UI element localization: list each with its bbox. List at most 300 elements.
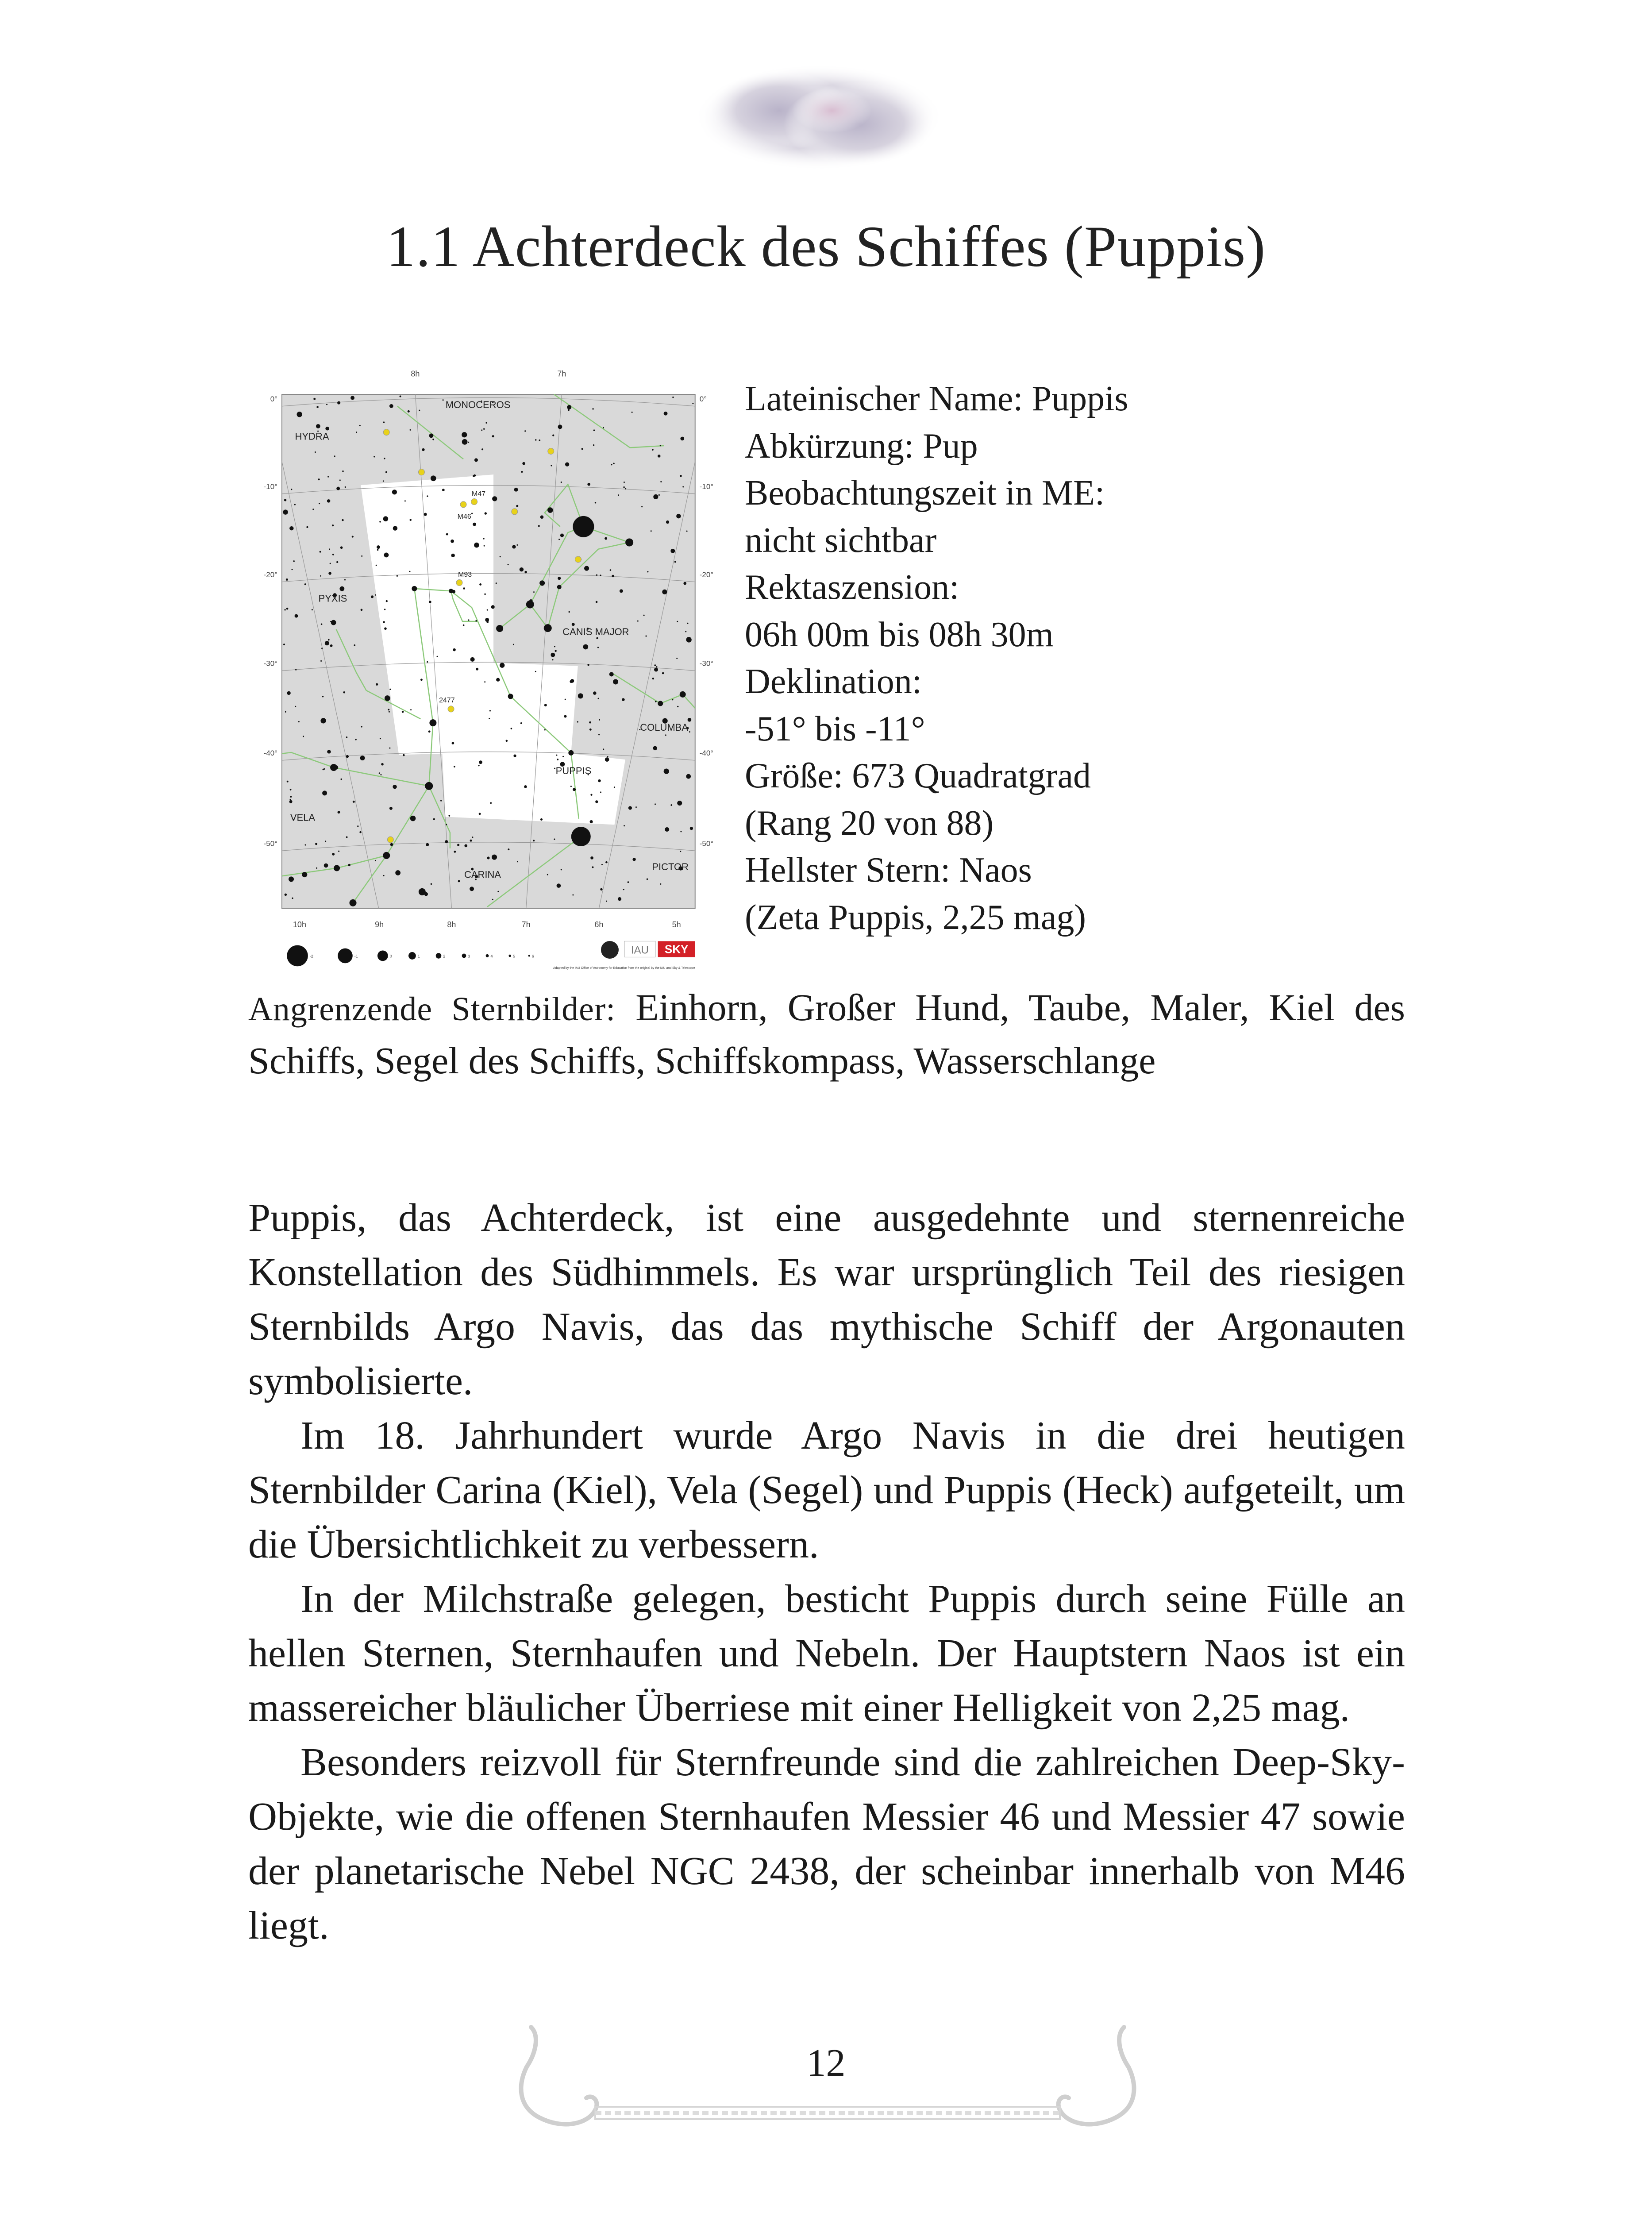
star xyxy=(620,589,623,593)
star xyxy=(446,533,448,536)
star xyxy=(506,740,508,742)
star xyxy=(485,512,487,514)
dec-label: -10° xyxy=(699,482,714,491)
neighbors-label: Angrenzende Sternbilder: xyxy=(248,991,616,1028)
star xyxy=(287,781,289,783)
star xyxy=(552,659,553,660)
star xyxy=(598,779,601,782)
star xyxy=(292,569,293,570)
star xyxy=(680,475,682,477)
star xyxy=(557,759,558,760)
star xyxy=(313,398,316,400)
star xyxy=(656,666,657,667)
star xyxy=(492,435,494,437)
constellation-label: CANIS MAJOR xyxy=(562,626,629,638)
star xyxy=(676,658,678,659)
star xyxy=(596,601,598,603)
star xyxy=(618,897,621,901)
star xyxy=(683,582,686,585)
star xyxy=(424,513,427,516)
constellation-label: PUPPIS xyxy=(555,765,592,777)
star xyxy=(404,500,406,501)
star xyxy=(345,486,346,488)
star xyxy=(287,691,290,695)
star xyxy=(517,861,518,862)
star xyxy=(487,856,489,859)
star xyxy=(589,820,593,823)
star xyxy=(319,503,320,504)
star xyxy=(584,566,589,571)
star xyxy=(392,490,397,494)
star xyxy=(380,738,381,739)
star xyxy=(340,546,343,549)
star xyxy=(500,663,504,667)
magnitude-legend-dot xyxy=(486,954,489,957)
page-number: 12 xyxy=(806,2042,846,2085)
star xyxy=(538,525,540,527)
star xyxy=(592,866,594,868)
star xyxy=(426,843,429,846)
star xyxy=(554,839,555,840)
star xyxy=(672,699,673,700)
star-cluster xyxy=(460,501,466,508)
star xyxy=(331,620,336,625)
star-cluster xyxy=(471,499,478,505)
chart-credit: Adapted by the IAU Office of Astronomy for Education from the original by the IAU and Sky & Telescope xyxy=(553,966,695,970)
bright-star xyxy=(334,865,340,871)
star xyxy=(623,889,624,890)
star xyxy=(389,748,390,749)
star xyxy=(544,704,547,706)
star xyxy=(567,405,571,409)
fact-line: -51° bis -11° xyxy=(745,709,925,748)
star xyxy=(293,560,294,562)
bright-star xyxy=(508,694,513,699)
fact-line: Deklination: xyxy=(745,662,922,701)
star xyxy=(298,721,300,722)
star xyxy=(680,851,681,852)
star xyxy=(533,840,535,841)
bright-star xyxy=(544,624,552,632)
star xyxy=(433,818,435,820)
star xyxy=(492,899,493,900)
star xyxy=(295,706,296,707)
star xyxy=(614,787,615,788)
star xyxy=(327,750,331,753)
star xyxy=(570,680,572,683)
fact-line: Größe: 673 Quadratgrad xyxy=(745,756,1091,795)
dec-label: -30° xyxy=(263,659,277,668)
star xyxy=(512,545,516,548)
star xyxy=(540,515,544,519)
star xyxy=(437,656,438,657)
star xyxy=(451,554,454,557)
star xyxy=(658,494,660,496)
star xyxy=(384,553,389,558)
star xyxy=(429,433,434,438)
star xyxy=(478,765,479,766)
oae-logo xyxy=(601,941,619,959)
star xyxy=(283,644,285,645)
star xyxy=(660,445,661,446)
star xyxy=(653,746,657,751)
star xyxy=(643,615,645,616)
star xyxy=(336,561,338,563)
star xyxy=(689,731,690,733)
star xyxy=(304,583,306,585)
dec-label: 0° xyxy=(699,395,707,404)
star xyxy=(381,763,384,766)
star xyxy=(535,439,536,440)
star xyxy=(677,706,678,707)
star xyxy=(386,600,388,602)
star xyxy=(593,429,595,431)
star xyxy=(346,736,347,738)
constellation-facts xyxy=(745,375,1128,941)
star xyxy=(561,869,562,870)
bright-star xyxy=(571,827,591,846)
star xyxy=(432,439,434,440)
star xyxy=(427,661,428,663)
star xyxy=(589,729,592,731)
star xyxy=(356,432,357,433)
star xyxy=(492,496,497,501)
star xyxy=(687,623,688,624)
star xyxy=(346,755,349,758)
star xyxy=(315,843,317,845)
star xyxy=(660,481,662,482)
star xyxy=(452,742,454,744)
star xyxy=(664,768,669,774)
iau-logo-text: IAU xyxy=(631,944,649,956)
star xyxy=(348,864,350,866)
star xyxy=(470,887,474,891)
star-cluster xyxy=(387,837,393,843)
bright-star xyxy=(412,586,417,591)
star xyxy=(431,475,436,481)
star-cluster xyxy=(575,556,581,563)
star xyxy=(295,614,298,618)
star xyxy=(315,451,316,453)
magnitude-legend-dot xyxy=(287,945,308,967)
paragraph: Besonders reizvoll für Sternfreunde sind die zahlreichen Deep-Sky-Objekte, wie die offenen Sternhaufen Messier 46 und Messier 47 sowie der planetarische Nebel NGC 2438, der scheinbar innerhalb von M46 liegt. xyxy=(248,1740,1405,1947)
star xyxy=(513,644,514,645)
star xyxy=(670,549,675,553)
star xyxy=(400,396,401,397)
star xyxy=(613,679,618,685)
constellation-label: PYXIS xyxy=(318,593,347,604)
star xyxy=(596,637,598,639)
star xyxy=(622,698,625,701)
star xyxy=(605,861,608,864)
star xyxy=(572,894,574,895)
star xyxy=(474,543,479,548)
star xyxy=(462,432,467,437)
star xyxy=(428,730,431,733)
star xyxy=(336,487,340,490)
star xyxy=(609,672,614,677)
star xyxy=(680,437,684,441)
star xyxy=(565,699,566,700)
dec-label: -10° xyxy=(263,482,277,491)
star xyxy=(652,678,654,679)
star xyxy=(312,509,314,510)
star xyxy=(628,881,629,883)
star-cluster xyxy=(548,448,554,454)
star xyxy=(353,801,355,803)
star xyxy=(655,803,656,805)
star-cluster xyxy=(448,706,454,712)
star xyxy=(581,448,583,450)
star xyxy=(303,736,304,737)
bright-star xyxy=(496,625,503,632)
star xyxy=(393,785,397,789)
star xyxy=(624,482,625,483)
star xyxy=(334,455,335,457)
star xyxy=(524,785,527,788)
star xyxy=(690,827,693,830)
star xyxy=(327,476,329,478)
star xyxy=(422,448,424,451)
magnitude-legend-label: 2 xyxy=(443,954,446,959)
star xyxy=(555,650,556,652)
star xyxy=(462,439,468,445)
star xyxy=(561,482,562,483)
star xyxy=(326,404,327,405)
bright-star xyxy=(429,719,436,726)
star xyxy=(599,719,600,721)
star xyxy=(357,825,358,827)
star xyxy=(618,494,619,496)
star xyxy=(385,471,387,473)
object-label: M47 xyxy=(471,490,485,498)
star xyxy=(577,721,578,722)
star xyxy=(520,722,522,724)
star xyxy=(484,545,485,547)
star xyxy=(464,844,467,847)
star xyxy=(305,844,306,846)
star xyxy=(674,561,676,563)
star xyxy=(686,531,688,532)
star xyxy=(410,709,412,710)
ra-label: 7h xyxy=(521,920,531,929)
star xyxy=(324,864,328,868)
star xyxy=(514,488,518,492)
star xyxy=(289,800,293,803)
star xyxy=(606,901,607,902)
star xyxy=(325,427,329,431)
magnitude-legend-label: 1 xyxy=(417,954,420,959)
star xyxy=(302,872,307,877)
star xyxy=(473,523,476,526)
star xyxy=(410,429,411,431)
star xyxy=(603,748,604,750)
star-cluster xyxy=(456,579,462,586)
star xyxy=(497,891,499,892)
star xyxy=(590,794,592,796)
star xyxy=(289,799,291,800)
star xyxy=(628,806,632,810)
star xyxy=(453,648,455,651)
star xyxy=(384,609,385,610)
star xyxy=(524,430,526,432)
star xyxy=(500,556,501,557)
star xyxy=(554,646,555,647)
neighboring-constellations xyxy=(248,982,1405,1086)
star xyxy=(544,729,546,730)
star xyxy=(568,611,570,613)
star xyxy=(445,840,448,843)
star xyxy=(624,825,625,826)
star xyxy=(332,554,334,555)
star xyxy=(409,571,410,572)
star xyxy=(479,813,481,815)
star xyxy=(306,526,308,528)
star xyxy=(384,458,385,459)
star xyxy=(601,864,603,865)
star xyxy=(472,837,473,838)
star xyxy=(677,621,678,622)
star xyxy=(521,471,523,473)
star xyxy=(558,577,561,580)
star xyxy=(572,623,575,626)
star xyxy=(389,807,393,810)
magnitude-legend-label: 4 xyxy=(490,954,493,959)
star xyxy=(652,449,654,451)
bright-star xyxy=(383,852,390,859)
ra-label: 8h xyxy=(447,920,456,929)
sky-logo-text: SKY xyxy=(664,942,689,956)
star xyxy=(285,711,286,713)
star xyxy=(383,516,389,521)
star xyxy=(578,693,583,698)
star xyxy=(535,671,536,672)
star xyxy=(558,539,560,540)
star xyxy=(420,679,423,681)
star-cluster xyxy=(512,509,518,515)
star xyxy=(344,579,346,580)
star xyxy=(560,534,564,537)
star xyxy=(297,412,302,417)
star xyxy=(625,488,626,490)
star xyxy=(516,544,518,546)
bright-star xyxy=(658,701,663,706)
star xyxy=(685,631,686,632)
star xyxy=(354,644,355,646)
star xyxy=(289,526,293,530)
star xyxy=(654,668,658,672)
star-cluster xyxy=(418,469,424,475)
star xyxy=(662,590,667,594)
ra-label: 9h xyxy=(375,920,384,929)
star xyxy=(389,711,390,713)
star xyxy=(598,698,599,699)
star xyxy=(483,538,485,540)
star xyxy=(475,620,477,622)
star xyxy=(327,499,331,503)
star xyxy=(520,567,524,571)
star xyxy=(427,495,428,497)
star xyxy=(295,669,297,671)
star xyxy=(318,478,320,480)
paragraph: In der Milchstraße gelegen, besticht Puppis durch seine Fülle an hellen Sternen, Sternhaufen und Nebeln. Der Hauptstern Naos ist ein massereicher bläulicher Überriese mit einer Helligkeit von 2,25 mag. xyxy=(248,1577,1405,1730)
star xyxy=(379,521,381,523)
star xyxy=(603,427,604,428)
bright-star xyxy=(625,539,633,547)
object-label: M46 xyxy=(457,513,471,520)
star xyxy=(552,434,554,436)
star xyxy=(458,880,460,882)
dec-label: -50° xyxy=(699,839,714,848)
star xyxy=(637,621,639,622)
constellation-label: MONOCEROS xyxy=(445,399,511,411)
star xyxy=(346,836,348,838)
star xyxy=(508,848,509,850)
star xyxy=(539,440,540,441)
star xyxy=(361,726,362,727)
star xyxy=(451,540,454,543)
star xyxy=(522,462,525,465)
object-label: 2477 xyxy=(439,696,455,704)
object-label: M93 xyxy=(458,571,472,579)
star xyxy=(612,575,614,578)
star xyxy=(688,718,692,722)
star xyxy=(468,442,469,443)
star xyxy=(516,505,518,507)
star xyxy=(565,463,569,467)
star xyxy=(474,458,478,462)
fact-line: (Rang 20 von 88) xyxy=(745,803,994,843)
bright-star xyxy=(573,516,594,537)
bright-star xyxy=(330,764,337,771)
magnitude-legend-dot xyxy=(462,954,466,958)
nebula-decoration xyxy=(690,53,947,181)
star xyxy=(375,860,376,861)
star xyxy=(562,756,564,757)
star xyxy=(647,571,648,572)
star xyxy=(383,621,385,623)
star xyxy=(558,424,562,429)
magnitude-legend-dot xyxy=(436,953,442,959)
fact-line: (Zeta Puppis, 2,25 mag) xyxy=(745,898,1086,937)
dec-label: 0° xyxy=(270,395,277,404)
star xyxy=(322,790,327,795)
star xyxy=(328,639,330,641)
star xyxy=(383,480,384,482)
star xyxy=(496,678,500,682)
star xyxy=(380,774,381,775)
bright-star xyxy=(557,585,562,589)
star xyxy=(660,883,661,885)
star xyxy=(339,586,344,591)
star xyxy=(375,594,376,596)
star xyxy=(286,608,289,610)
star xyxy=(557,883,561,888)
star xyxy=(686,637,691,642)
star xyxy=(339,479,341,481)
ra-label: 10h xyxy=(293,920,306,929)
star xyxy=(320,551,321,553)
star xyxy=(332,853,335,856)
star xyxy=(647,879,648,880)
fact-line: Lateinischer Name: Puppis xyxy=(745,379,1128,418)
star xyxy=(389,689,391,690)
star xyxy=(342,519,343,521)
star xyxy=(600,888,602,891)
star xyxy=(595,800,598,803)
star xyxy=(665,827,669,832)
star xyxy=(511,728,512,729)
